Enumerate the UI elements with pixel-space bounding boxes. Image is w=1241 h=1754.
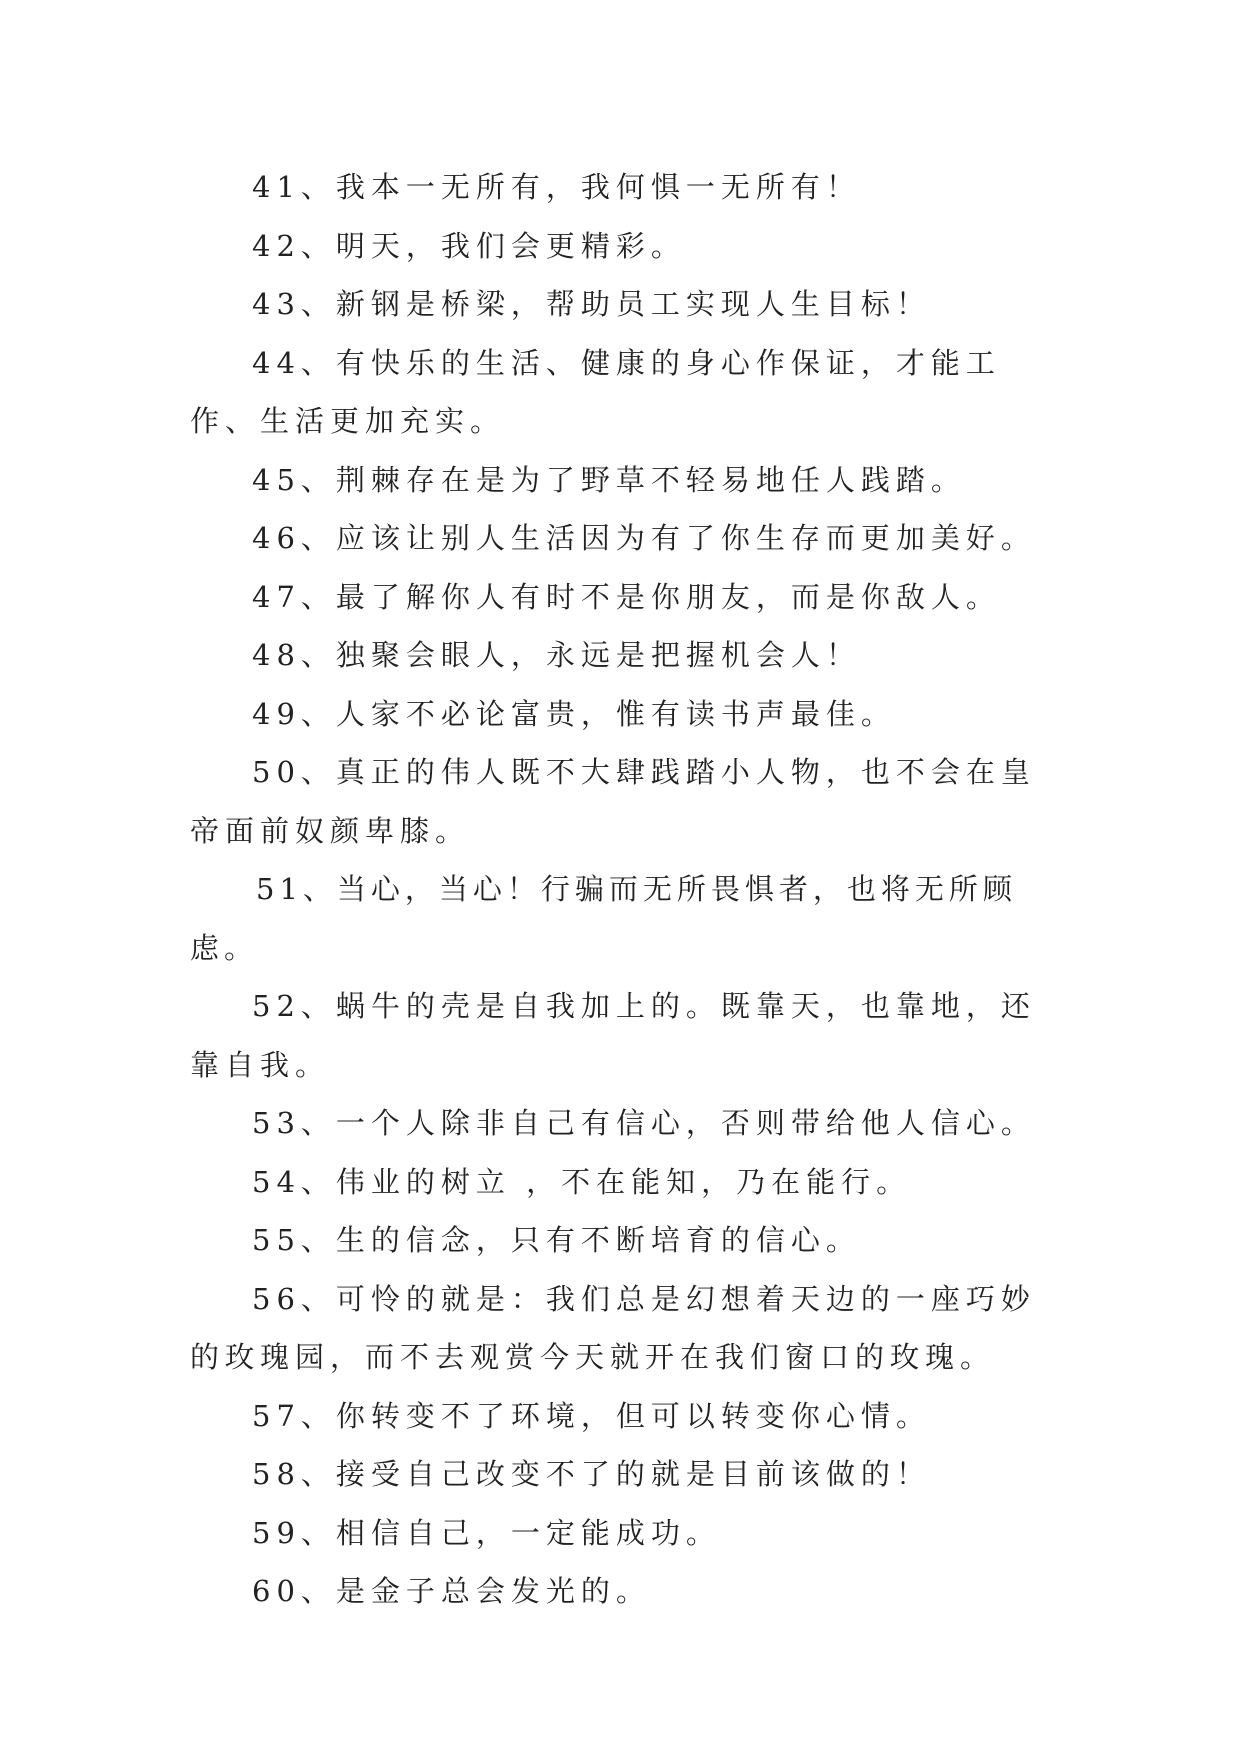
quote-paragraph-42: 42、明天，我们会更精彩。 bbox=[252, 228, 686, 263]
quote-paragraph-46: 46、应该让别人生活因为有了你生存而更加美好。 bbox=[252, 521, 1036, 555]
quote-paragraph-54: 54、伟业的树立 ，不在能知，乃在能行。 bbox=[252, 1164, 912, 1199]
quote-paragraph-50: 50、真正的伟人既不大肆践踏小人物，也不会在皇帝面前奴颜卑膝。 bbox=[190, 755, 1036, 848]
quote-paragraph-56: 56、可怜的就是：我们总是幻想着天边的一座巧妙的玫瑰园，而不去观赏今天就开在我们窗口的玫瑰。 bbox=[190, 1281, 1036, 1374]
quote-paragraph-53: 53、一个人除非自己有信心，否则带给他人信心。 bbox=[252, 1106, 1036, 1140]
quote-paragraph-49: 49、人家不必论富贵，惟有读书声最佳。 bbox=[252, 696, 896, 731]
document-body bbox=[190, 158, 1060, 1621]
quote-paragraph-51: 51、当心，当心！行骗而无所畏惧者，也将无所顾虑。 bbox=[190, 872, 1017, 965]
quote-paragraph-45: 45、荆棘存在是为了野草不轻易地任人践踏。 bbox=[252, 462, 966, 497]
quote-paragraph-41: 41、我本一无所有，我何惧一无所有！ bbox=[252, 170, 861, 204]
quote-paragraph-44: 44、有快乐的生活、健康的身心作保证，才能工作、生活更加充实。 bbox=[190, 345, 1001, 438]
quote-paragraph-57: 57、你转变不了环境，但可以转变你心情。 bbox=[252, 1398, 931, 1433]
quote-paragraph-52: 52、蜗牛的壳是自我加上的。既靠天，也靠地，还靠自我。 bbox=[190, 989, 1036, 1082]
quote-paragraph-59: 59、相信自己，一定能成功。 bbox=[252, 1515, 721, 1550]
quote-paragraph-60: 60、是金子总会发光的。 bbox=[252, 1574, 651, 1608]
quote-paragraph-58: 58、接受自己改变不了的就是目前该做的！ bbox=[252, 1457, 931, 1491]
quote-paragraph-48: 48、独聚会眼人，永远是把握机会人！ bbox=[252, 638, 861, 672]
quote-paragraph-55: 55、生的信念，只有不断培育的信心。 bbox=[252, 1223, 861, 1257]
quote-paragraph-43: 43、新钢是桥梁，帮助员工实现人生目标！ bbox=[252, 287, 931, 321]
quote-paragraph-47: 47、最了解你人有时不是你朋友，而是你敌人。 bbox=[252, 579, 1001, 614]
